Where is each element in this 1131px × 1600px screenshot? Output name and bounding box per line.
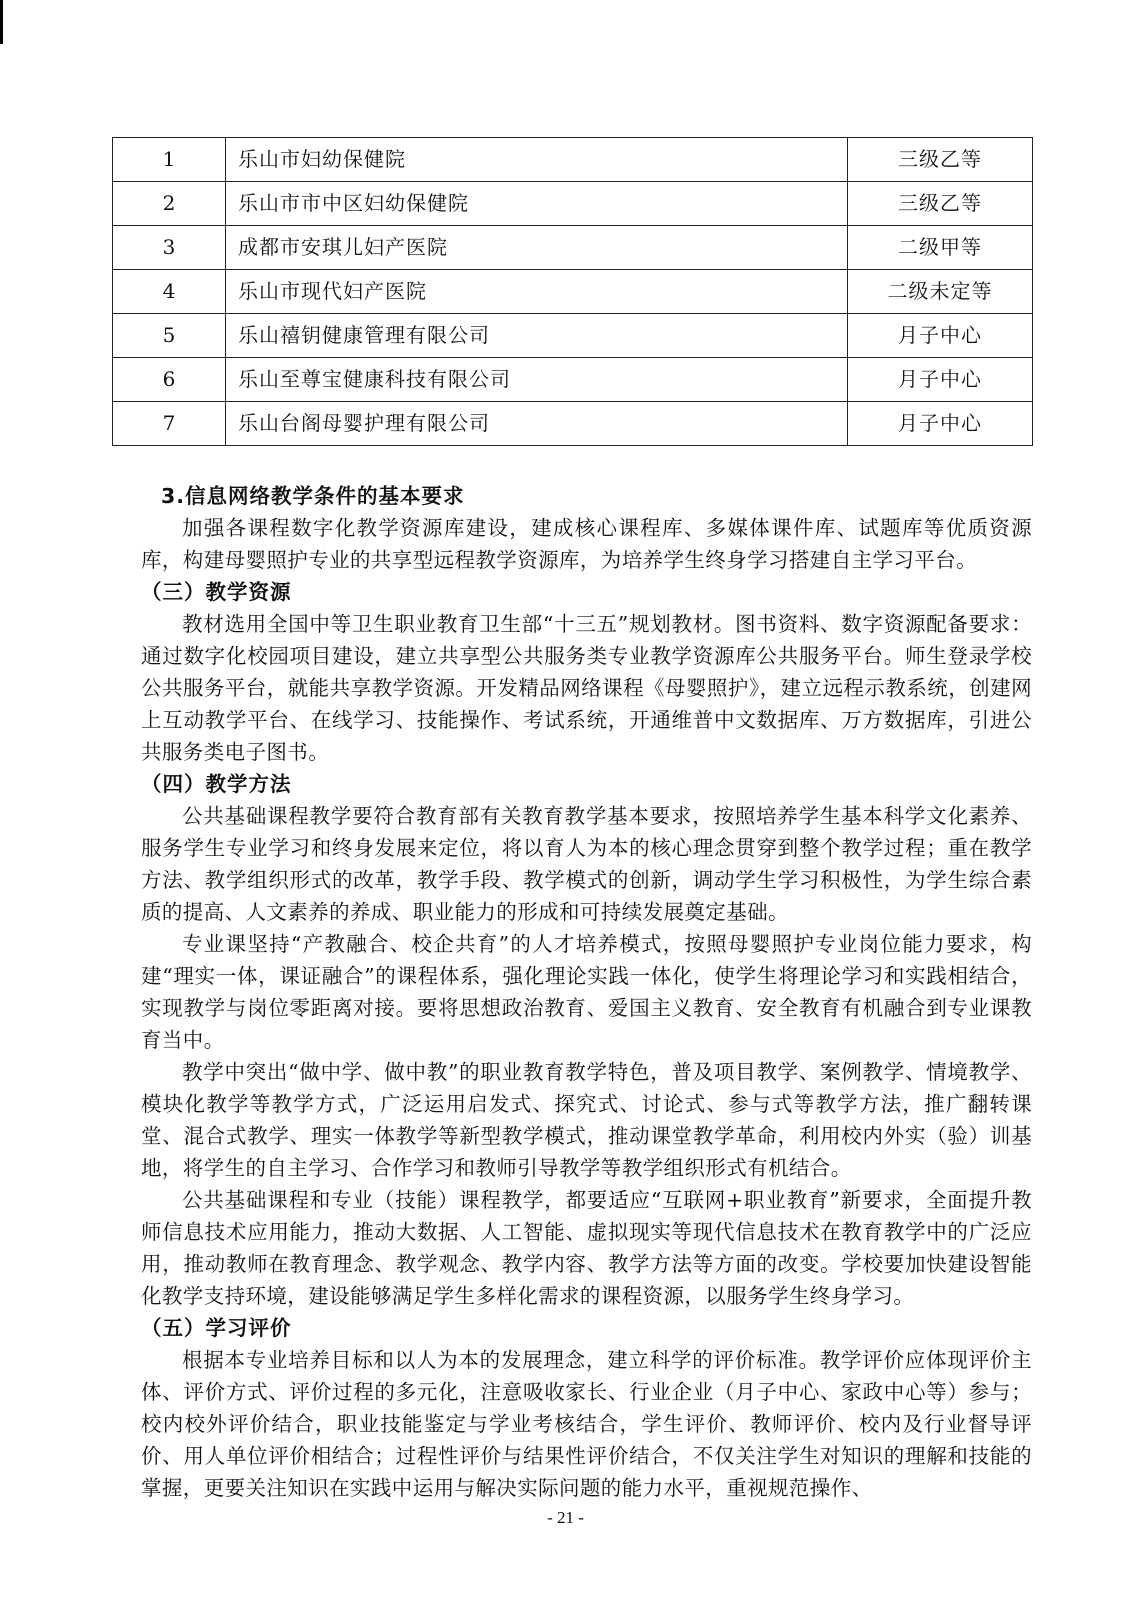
table-row (113, 358, 1033, 402)
table-row (113, 226, 1033, 270)
row-number-cell: 3 (113, 226, 226, 270)
institution-name-cell: 乐山市妇幼保健院 (226, 138, 848, 182)
institution-name-cell: 乐山禧钥健康管理有限公司 (226, 314, 848, 358)
institution-name-cell: 乐山台阁母婴护理有限公司 (226, 402, 848, 446)
row-number-cell: 6 (113, 358, 226, 402)
institution-name-cell: 乐山市市中区妇幼保健院 (226, 182, 848, 226)
table-row (113, 402, 1033, 446)
teaching-methods-heading: （四）教学方法 (141, 772, 292, 796)
teaching-methods-paragraph-2: 专业课坚持“产教融合、校企共育”的人才培养模式，按照母婴照护专业岗位能力要求，构建“理实一体，课证融合”的课程体系，强化理论实践一体化，使学生将理论学习和实践相结合，实现教学与岗位零距离对接。要将思想政治教育、爱国主义教育、安全教育有机融合到专业课教育当中。 (141, 932, 1032, 1052)
teaching-resources-heading: （三）教学资源 (141, 580, 292, 604)
table-row (113, 138, 1033, 182)
section-3-heading: 3.信息网络教学条件的基本要求 (161, 484, 465, 508)
institution-name-cell: 乐山市现代妇产医院 (226, 270, 848, 314)
institution-name-cell: 乐山至尊宝健康科技有限公司 (226, 358, 848, 402)
institution-level-cell: 二级未定等 (848, 270, 1033, 314)
row-number-cell: 1 (113, 138, 226, 182)
teaching-methods-paragraph-1: 公共基础课程教学要符合教育部有关教育教学基本要求，按照培养学生基本科学文化素养、服务学生专业学习和终身发展来定位，将以育人为本的核心理念贯穿到整个教学过程；重在教学方法、教学组织形式的改革，教学手段、教学模式的创新，调动学生学习积极性，为学生综合素质的提高、人文素养的养成、职业能力的形成和可持续发展奠定基础。 (141, 804, 1032, 924)
institution-level-cell: 二级甲等 (848, 226, 1033, 270)
learning-evaluation-heading: （五）学习评价 (141, 1316, 292, 1340)
institution-level-cell: 三级乙等 (848, 182, 1033, 226)
table-row (113, 314, 1033, 358)
row-number-cell: 4 (113, 270, 226, 314)
institution-level-cell: 月子中心 (848, 402, 1033, 446)
row-number-cell: 5 (113, 314, 226, 358)
teaching-methods-paragraph-3: 教学中突出“做中学、做中教”的职业教育教学特色，普及项目教学、案例教学、情境教学、模块化教学等教学方式，广泛运用启发式、探究式、讨论式、参与式等教学方法，推广翻转课堂、混合式教学、理实一体教学等新型教学模式，推动课堂教学革命，利用校内外实（验）训基地，将学生的自主学习、合作学习和教师引导教学等教学组织形式有机结合。 (141, 1060, 1032, 1180)
row-number-cell: 7 (113, 402, 226, 446)
table-row (113, 182, 1033, 226)
institution-name-cell: 成都市安琪儿妇产医院 (226, 226, 848, 270)
page-edge-mark (0, 0, 3, 44)
institution-level-cell: 三级乙等 (848, 138, 1033, 182)
page-number: - 21 - (547, 1508, 584, 1527)
teaching-resources-paragraph: 教材选用全国中等卫生职业教育卫生部“十三五”规划教材。图书资料、数字资源配备要求：通过数字化校园项目建设，建立共享型公共服务类专业教学资源库公共服务平台。师生登录学校公共服务平台，就能共享教学资源。开发精品网络课程《母婴照护》，建立远程示教系统，创建网上互动教学平台、在线学习、技能操作、考试系统，开通维普中文数据库、万方数据库，引进公共服务类电子图书。 (141, 612, 1032, 764)
section-3-paragraph: 加强各课程数字化教学资源库建设，建成核心课程库、多媒体课件库、试题库等优质资源库，构建母婴照护专业的共享型远程教学资源库，为培养学生终身学习搭建自主学习平台。 (141, 516, 1032, 572)
learning-evaluation-paragraph: 根据本专业培养目标和以人为本的发展理念，建立科学的评价标准。教学评价应体现评价主体、评价方式、评价过程的多元化，注意吸收家长、行业企业（月子中心、家政中心等）参与；校内校外评价结合，职业技能鉴定与学业考核结合，学生评价、教师评价、校内及行业督导评价、用人单位评价相结合；过程性评价与结果性评价结合，不仅关注学生对知识的理解和技能的掌握，更要关注知识在实践中运用与解决实际问题的能力水平，重视规范操作、 (141, 1348, 1032, 1500)
document-body (141, 480, 1032, 1504)
partner-institutions-table (112, 137, 1033, 446)
institution-level-cell: 月子中心 (848, 358, 1033, 402)
row-number-cell: 2 (113, 182, 226, 226)
institution-level-cell: 月子中心 (848, 314, 1033, 358)
table-body (113, 138, 1033, 446)
teaching-methods-paragraph-4: 公共基础课程和专业（技能）课程教学，都要适应“互联网+职业教育”新要求，全面提升教师信息技术应用能力，推动大数据、人工智能、虚拟现实等现代信息技术在教育教学中的广泛应用，推动教师在教育理念、教学观念、教学内容、教学方法等方面的改变。学校要加快建设智能化教学支持环境，建设能够满足学生多样化需求的课程资源，以服务学生终身学习。 (141, 1188, 1032, 1308)
table-row (113, 270, 1033, 314)
